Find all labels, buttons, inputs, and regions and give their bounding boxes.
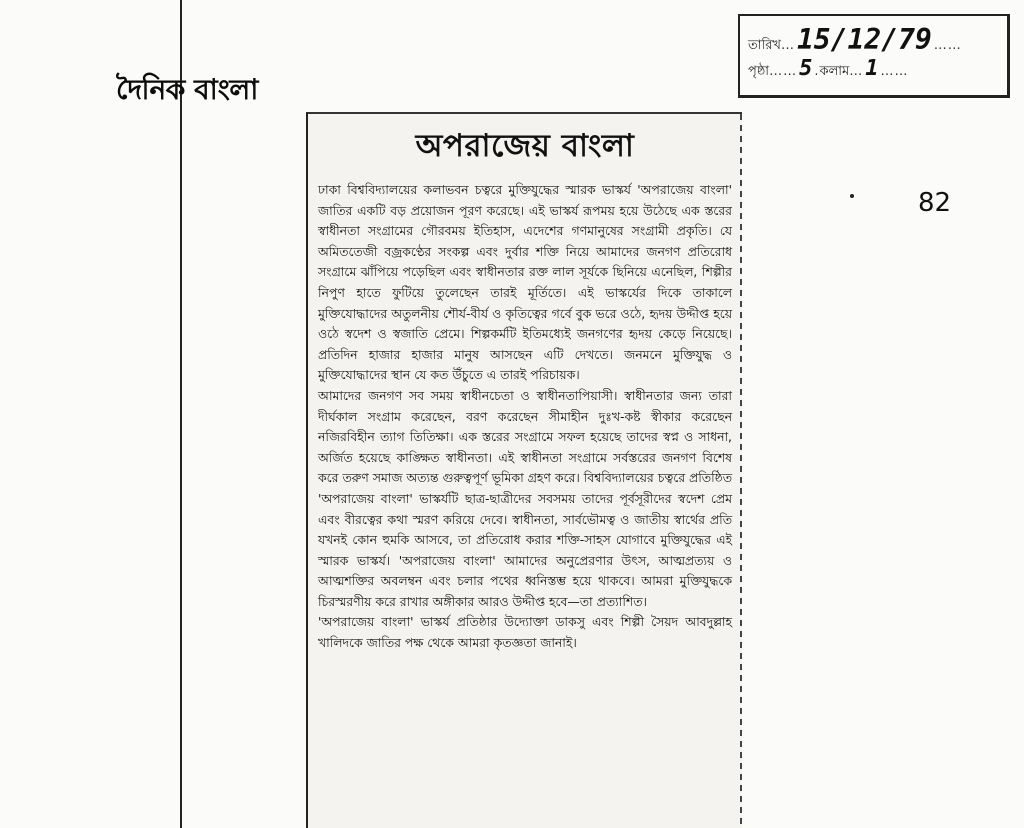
- column-dots-end: ……: [880, 64, 909, 79]
- page-value: 5: [799, 56, 813, 81]
- article-paragraph: 'অপরাজেয় বাংলা' ভাস্কর্য প্রতিষ্ঠার উদ্যোক্তা ডাকসু এবং শিল্পী সৈয়দ আবদুল্লাহ খালিদকে জাতির পক্ষ থেকে আমরা কৃতজ্ঞতা জানাই।: [318, 614, 732, 651]
- newspaper-clipping: [306, 112, 742, 828]
- newspaper-name: দৈনিক বাংলা: [116, 73, 258, 106]
- column-dots: .: [814, 64, 820, 79]
- article-paragraph: ঢাকা বিশ্ববিদ্যালয়ের কলাভবন চত্বরে মুক্তিযুদ্ধের স্মারক ভাস্কর্য 'অপরাজেয় বাংলা' জাতির একটি বড় প্রয়োজন পূরণ করেছে। এই ভাস্কর্য রূপময় হয়ে উঠেছে এক স্তরের স্বাধীনতা সংগ্রামের গৌরবময় ইতিহাস, এদেশের গণমানুষের সংগ্রামী প্রকৃতি। যে অমিততেজী বজ্রকণ্ঠের সংকল্প এবং দুর্বার শক্তি নিয়ে আমাদের জনগণ প্রতিরোধ সংগ্রামে ঝাঁপিয়ে পড়েছিল এবং স্বাধীনতার রক্ত লাল সূর্যকে ছিনিয়ে এনেছিল, শিল্পীর নিপুণ হাতে ফুটিয়ে তুলেছেন তারই মূর্তিতে। এই ভাস্কর্যের দিকে তাকালে মুক্তিযোদ্ধাদের অতুলনীয় শৌর্য-বীর্য ও কৃতিত্বের গর্বে বুক ভরে ওঠে, হৃদয় উদ্দীপ্ত হয়ে ওঠে স্বদেশ ও স্বজাতি প্রেমে। শিল্পকর্মটি ইতিমধ্যেই জনগণের হৃদয় কেড়ে নিয়েছে। প্রতিদিন হাজার হাজার মানুষ আসছেন এটি দেখতে। জনমনে মুক্তিযুদ্ধ ও মুক্তিযোদ্ধাদের স্থান যে কত উঁচুতে এ তারই পরিচায়ক।: [318, 182, 732, 383]
- column-dots-2: …: [849, 64, 864, 79]
- date-row: [748, 23, 999, 58]
- article-paragraph: আমাদের জনগণ সব সময় স্বাধীনচেতা ও স্বাধীনতাপিয়াসী। স্বাধীনতার জন্য তারা দীর্ঘকাল সংগ্রাম করেছেন, বরণ করেছেন সীমাহীন দুঃখ-কষ্ট স্বীকার করেছেন নজিরবিহীন ত্যাগ তিতিক্ষা। এক স্তরের সংগ্রামে সফল হয়েছে তাদের স্বপ্ন ও সাধনা, অর্জিত হয়েছে কাঙ্ক্ষিত স্বাধীনতা। এই স্বাধীনতা সংগ্রামে সর্বস্তরের জনগণ বিশেষ করে তরুণ সমাজ অত্যন্ত গুরুত্বপূর্ণ ভূমিকা গ্রহণ করে। বিশ্ববিদ্যালয়ের চত্বরে প্রতিষ্ঠিত 'অপরাজেয় বাংলা' ভাস্কর্যটি ছাত্র-ছাত্রীদের সবসময় তাদের পূর্বসূরীদের স্বদেশ প্রেম এবং বীরত্বের কথা স্মরণ করিয়ে দেবে। স্বাধীনতা, সার্বভৌমত্ব ও জাতীয় স্বার্থের প্রতি যখনই কোন হুমকি আসবে, তা প্রতিরোধ করার শক্তি-সাহস যোগাবে মুক্তিযুদ্ধের এই স্মারক ভাস্কর্য। 'অপরাজেয় বাংলা' আমাদের অনুপ্রেরণার উৎস, আত্মপ্রত্যয় ও আত্মশক্তির অবলম্বন এবং চলার পথের ধ্বনিস্তম্ভ হয়ে থাকবে। আমরা মুক্তিযুদ্ধকে চিরস্মরণীয় করে রাখার অঙ্গীকার আরও উদ্দীপ্ত হবে—তা প্রত্যাশিত।: [318, 387, 732, 609]
- page-dots: ……: [769, 64, 798, 79]
- scan-border-line: [180, 0, 182, 828]
- column-value: 1: [865, 56, 879, 81]
- column-label: কলাম: [819, 64, 850, 79]
- date-value: 15/12/79: [796, 23, 932, 56]
- page-label: পৃষ্ঠা: [748, 64, 770, 79]
- date-dots: …: [780, 38, 795, 53]
- clipping-meta-box: [738, 14, 1010, 98]
- page-number: 82: [918, 188, 952, 218]
- scan-speck: [850, 194, 854, 198]
- page-column-row: [748, 58, 999, 90]
- article-heading: অপরাজেয় বাংলা: [415, 128, 635, 164]
- date-label: তারিখ: [748, 38, 781, 53]
- date-dots-end: ……: [933, 38, 962, 53]
